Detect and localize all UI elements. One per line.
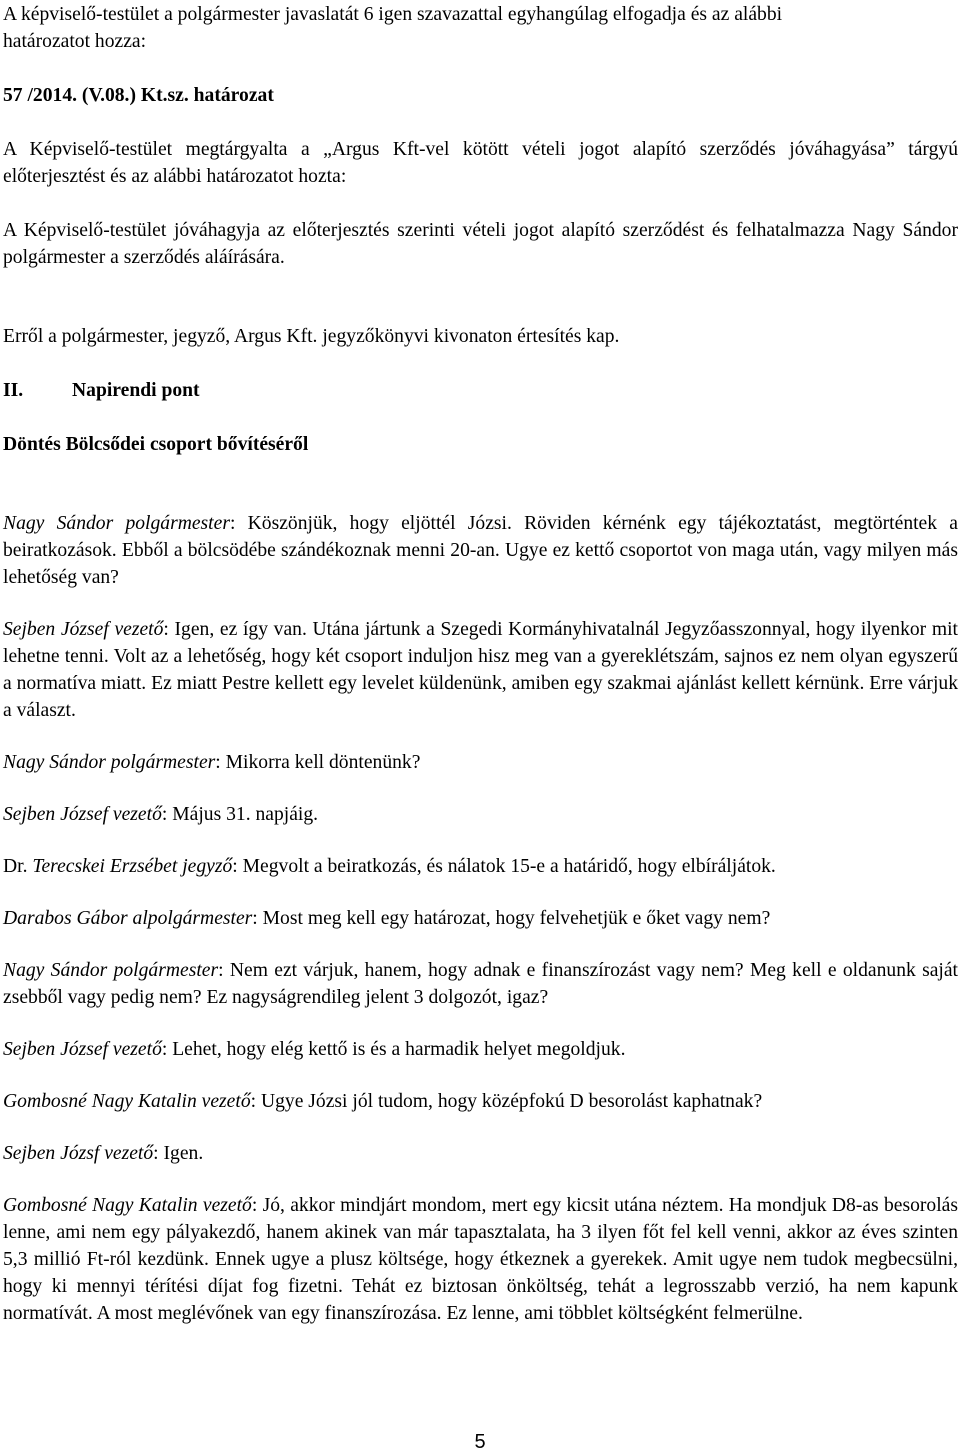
dialogue-entry bbox=[3, 616, 958, 724]
dialogue-entry bbox=[3, 1036, 958, 1063]
resolution-number: 57 /2014. (V.08.) Kt.sz. határozat bbox=[3, 85, 274, 106]
speaker-name: Gombosné Nagy Katalin vezető bbox=[3, 1195, 252, 1216]
dialogue-entry bbox=[3, 1140, 958, 1167]
dialogue-entry bbox=[3, 1088, 958, 1115]
document-page bbox=[3, 1, 958, 1327]
speaker-name: Sejben József vezető bbox=[3, 804, 162, 825]
resolution-intro: A Képviselő-testület megtárgyalta a „Argus Kft-vel kötött vételi jogot alapító szerződés jóváhagyása” tárgyú előterjesztést és az alábbi határozatot hozta: bbox=[3, 139, 958, 187]
speech-text: : Megvolt a beiratkozás, és nálatok 15-e a határidő, hogy elbíráljátok. bbox=[232, 856, 776, 877]
dialogue-entry bbox=[3, 510, 958, 591]
speech-text: : Köszönjük, hogy eljöttél Józsi. Röviden kérnénk egy tájékoztatást, megtörténtek a beiratkozások. Ebből a bölcsödébe szándékoznak menni 20-an. Ugye ez kettő csoportot von maga után, vagy milyen más lehetőség van? bbox=[3, 513, 958, 588]
speaker-name: Sejben József vezető bbox=[3, 619, 164, 640]
speaker-name: Terecskei Erzsébet jegyző bbox=[32, 856, 233, 877]
agenda-heading bbox=[3, 377, 958, 404]
dialogue-entry bbox=[3, 905, 958, 932]
speech-text: : Nem ezt várjuk, hanem, hogy adnak e finanszírozást vagy nem? Meg kell e oldanunk saját zsebből vagy pedig nem? Ez nagyságrendileg jelent 3 dolgozót, igaz? bbox=[3, 960, 958, 1008]
dialogue-entry bbox=[3, 853, 958, 880]
speech-text: : Lehet, hogy elég kettő is és a harmadik helyet megoldjuk. bbox=[161, 1039, 626, 1060]
notification-line: Erről a polgármester, jegyző, Argus Kft. jegyzőkönyvi kivonaton értesítés kap. bbox=[3, 326, 620, 347]
speaker-name: Nagy Sándor polgármester bbox=[3, 752, 216, 773]
speaker-name: Sejben Józsf vezető bbox=[3, 1143, 154, 1164]
speaker-name: Nagy Sándor polgármester bbox=[3, 513, 230, 534]
page-number: 5 bbox=[474, 1431, 486, 1453]
agenda-title: Napirendi pont bbox=[72, 380, 200, 401]
resolution-text: A Képviselő-testület jóváhagyja az előterjesztés szerinti vételi jogot alapító szerződést és felhatalmazza Nagy Sándor polgármester a szerződés aláírására. bbox=[3, 220, 958, 268]
speech-text: : Ugye Józsi jól tudom, hogy középfokú D besorolást kaphatnak? bbox=[250, 1091, 763, 1112]
speech-text: : Jó, akkor mindjárt mondom, mert egy kicsit utána néztem. Ha mondjuk D8-as besorolás lenne, ami nem egy pályakezdő, hanem akinek van már tapasztalata, ha 3 ilyen főt fel kell venni, akkor az éves szinten 5,3 millió Ft-ról kezdünk. Ennek ugye a plusz költsége, hogy étkeznek a gyerekek. Amit ugye nem tudok megbecsülni, hogy ki mennyi térítési díjat fog fizetni. Tehát ez biztosan önköltség, tehát a legrosszabb verzió, ha nem kapunk normatívát. A most meglévőnek van egy finanszírozása. Ez lenne, ami többlet költségként felmerülne. bbox=[3, 1195, 958, 1324]
intro-paragraph bbox=[3, 1, 958, 55]
speech-text: : Igen, ez így van. Utána jártunk a Szegedi Kormányhivatalnál Jegyzőasszonnyal, hogy ilyenkor mit lehetne tenni. Volt az a lehetőség, hogy két csoport induljon hisz meg van a gyereklétszám, sajnos ez nem olyan egyszerű a normatíva miatt. Ez miatt Pestre kellett egy levelet küldenünk, amiben egy szakmai ajánlást kellett kérnünk. Erre várjuk a választ. bbox=[3, 619, 958, 721]
dialogue-entry bbox=[3, 749, 958, 776]
dialogue-entry bbox=[3, 1192, 958, 1327]
intro-line-2: határozatot hozza: bbox=[3, 31, 147, 52]
intro-line-1: A képviselő-testület a polgármester javaslatát 6 igen szavazattal egyhangúlag elfogadja és az alábbi bbox=[3, 4, 783, 25]
speech-text: : Mikorra kell döntenünk? bbox=[215, 752, 421, 773]
speaker-name: Sejben József vezető bbox=[3, 1039, 162, 1060]
dialogue-entry bbox=[3, 957, 958, 1011]
speaker-prefix: Dr. bbox=[3, 856, 33, 877]
agenda-subject: Döntés Bölcsődei csoport bővítéséről bbox=[3, 434, 309, 455]
dialogue-entry bbox=[3, 801, 958, 828]
speaker-name: Nagy Sándor polgármester bbox=[3, 960, 219, 981]
speech-text: : Igen. bbox=[153, 1143, 204, 1164]
agenda-number: II. bbox=[3, 380, 24, 401]
speech-text: : Május 31. napjáig. bbox=[161, 804, 319, 825]
speaker-name: Gombosné Nagy Katalin vezető bbox=[3, 1091, 251, 1112]
speaker-name: Darabos Gábor alpolgármester bbox=[3, 908, 253, 929]
speech-text: : Most meg kell egy határozat, hogy felvehetjük e őket vagy nem? bbox=[252, 908, 771, 929]
